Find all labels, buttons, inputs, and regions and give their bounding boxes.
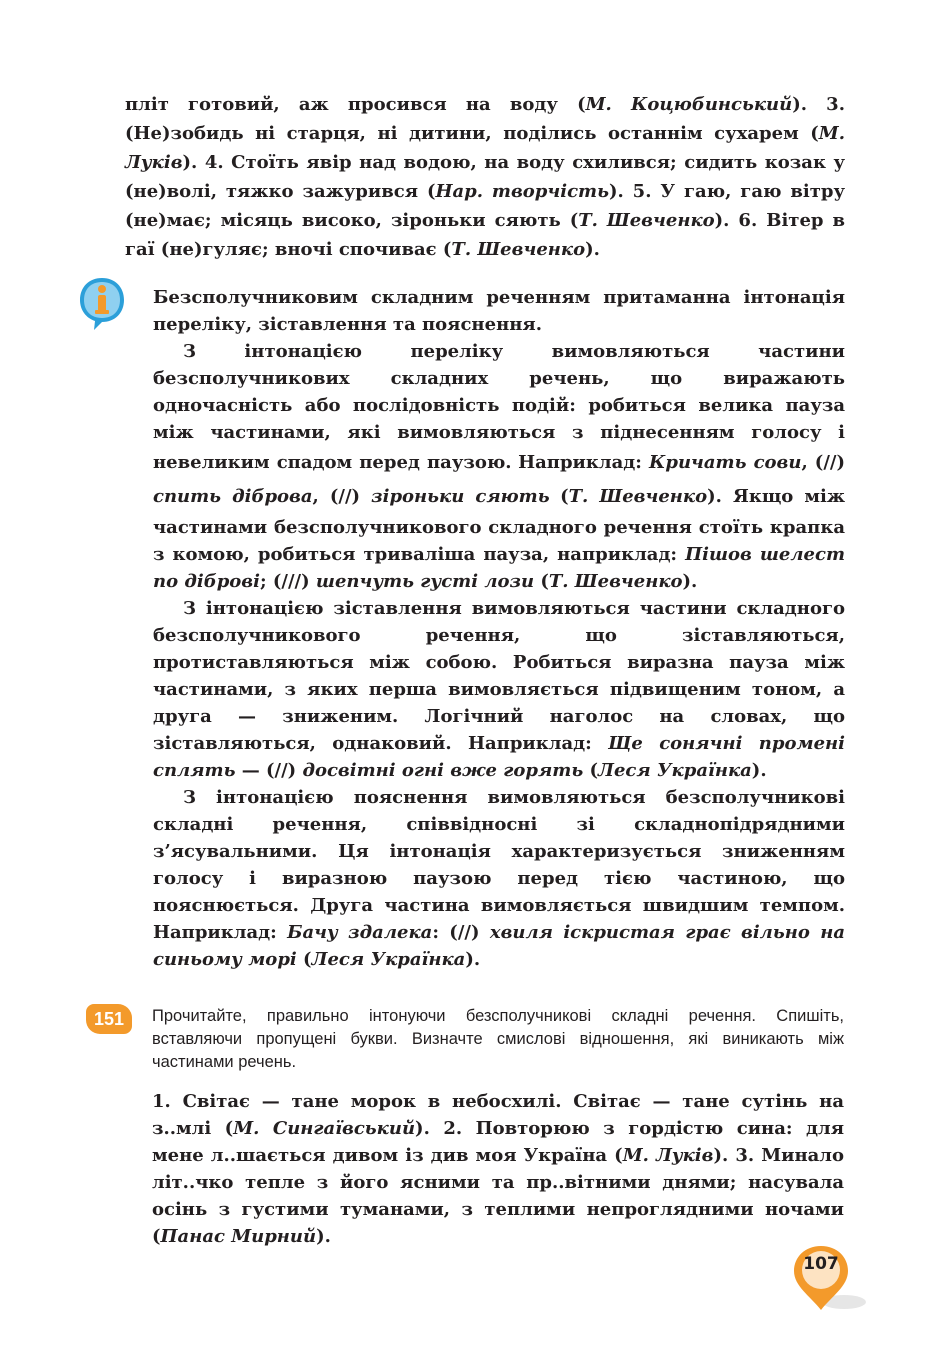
- author-name: Панас Мирний: [160, 1226, 317, 1247]
- task-instruction-text: Прочитайте, правильно інтонуючи безсполучникові складні речення. Спишіть, вставляючи пропущені букви. Визначте смислові відношення, які виникають між частинами речень.: [152, 1007, 844, 1071]
- example-text: шепчуть густі лози: [315, 571, 535, 592]
- text-run: ).: [585, 239, 600, 260]
- example-text: хвиля іскристая грає вільно на синьому морі: [153, 922, 845, 970]
- text-run: пліт готовий, аж просився на воду (: [125, 94, 586, 115]
- task-instruction: [152, 1005, 844, 1074]
- author-name: Леся Українка: [598, 760, 752, 781]
- task-number-badge: 151: [86, 1004, 132, 1034]
- exercise-text: 1. Світає — тане морок в небосхилі. Світає — тане сутінь на з..млі (М. Сингаївський). 2. Повторюю з гордістю сина: для мене л..шається дивом із див моя Україна (М. Луків). 3. Минало літ..чко тепле з його ясними та пр..вітними днями; насувала осінь з густими туманами, з теплими непроглядними ночами (Панас Мирний).: [152, 1091, 845, 1247]
- author-name: Нар. творчість: [435, 181, 609, 202]
- rule-block: [153, 284, 845, 973]
- rule-intro: Безсполучниковим складним реченням притаманна інтонація переліку, зіставлення та пояснення.: [153, 287, 845, 335]
- example-text: спить діброва: [153, 486, 313, 507]
- rule-explanation: З інтонацією пояснення вимовляються безсполучникові складні речення, співвідносні зі складнопідрядними з’ясувальними. Ця інтонація характеризується зниженням голосу і виразною паузою перед тією частиною, що пояснюється. Друга частина вимовляється швидшим темпом. Наприклад: Бачу здалека: (//) хвиля іскристая грає вільно на синьому морі (Леся Українка).: [153, 787, 846, 970]
- example-text: Кричать сови: [648, 452, 802, 473]
- text-run: ). 4. Стоїть явір над водою, на воду схилився; сидить козак у (не)волі, тяжко зажурився (: [125, 152, 845, 202]
- example-text: Бачу здалека: [287, 922, 433, 943]
- author-name: Т. Шевченко: [548, 571, 683, 592]
- author-name: Т. Шевченко: [578, 210, 715, 231]
- example-text: Пішов шелест по діброві: [153, 544, 845, 592]
- page-number-marker: [792, 1244, 868, 1314]
- rule-comparison: З інтонацією зіставлення вимовляються частини складного безсполучникового речення, що зіставляються, протиставляються між собою. Робиться виразна пауза між частинами, з яких перша вимовляється підвищеним тоном, а друга — зниженим. Логічний наголос на словах, що зіставляються, однаковий. Наприклад: Ще сонячні промені сплять — (//) досвітні огні вже горять (Леся Українка).: [153, 598, 845, 781]
- info-icon: [78, 276, 126, 332]
- author-name: Т. Шевченко: [568, 486, 708, 507]
- example-text: Ще сонячні промені сплять: [153, 733, 845, 781]
- author-name: М. Луків: [125, 123, 845, 173]
- exercise-continuation: [125, 90, 845, 264]
- example-text: зіроньки сяють: [371, 486, 550, 507]
- text-run: ). 6. Вітер в гаї (не)гуляє; вночі спочиває (: [125, 210, 846, 260]
- author-name: Т. Шевченко: [451, 239, 586, 260]
- example-text: досвітні огні вже горять: [302, 760, 584, 781]
- author-name: М. Сингаївський: [233, 1118, 416, 1139]
- text-run: ). 5. У гаю, гаю вітру (не)має; місяць високо, зіроньки сяють (: [125, 181, 845, 231]
- rule-enumeration: З інтонацією переліку вимовляються частини безсполучникових складних речень, що виражають одночасність або послідовність подій: робиться велика пауза між частинами, які вимовляються з піднесенням голосу і невеликим спадом перед паузою. Наприклад: Кричать сови, (//) спить діброва, (//) зіроньки сяють (Т. Шевченко). Якщо між частинами безсполучникового складного речення стоїть крапка з комою, робиться триваліша пауза, наприклад: Пішов шелест по діброві; (///) шепчуть густі лози (Т. Шевченко).: [153, 341, 846, 592]
- page-number: 107: [803, 1254, 839, 1274]
- author-name: М. Коцюбинський: [585, 94, 793, 115]
- text-run: ). 3. (Не)зобидь ні старця, ні дитини, поділись останнім сухарем (: [125, 94, 845, 144]
- author-name: М. Луків: [622, 1145, 714, 1166]
- author-name: Леся Українка: [311, 949, 466, 970]
